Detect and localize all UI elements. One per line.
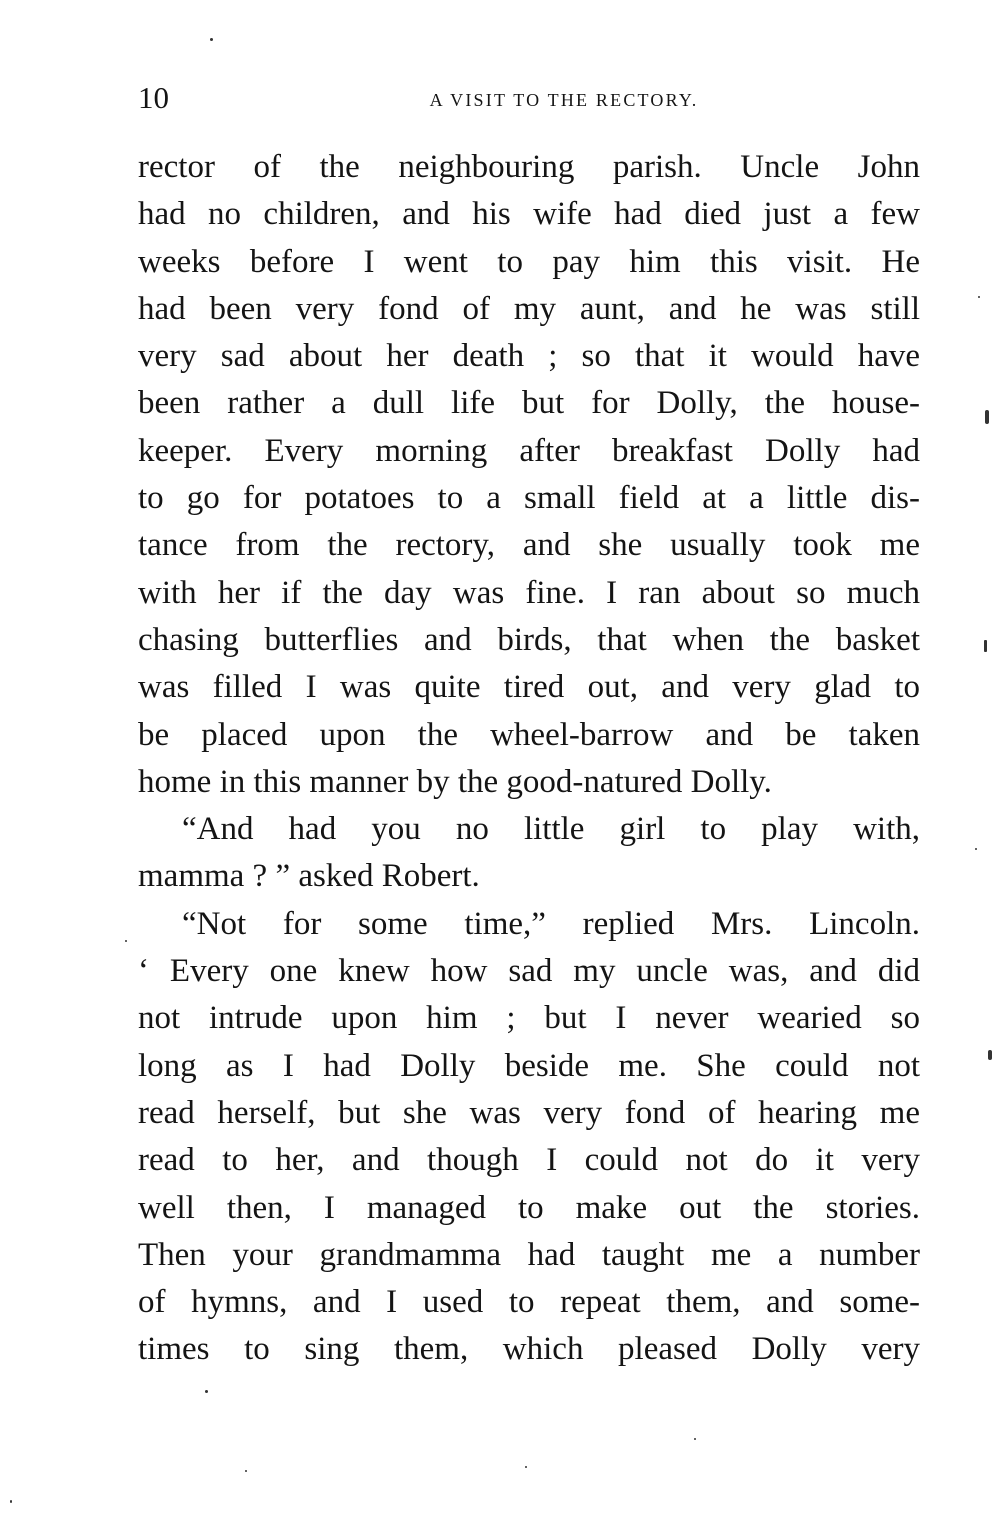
- scan-speck: [978, 296, 980, 298]
- text-line: chasing butterflies and birds, that when the basket: [138, 621, 920, 658]
- text-line: keeper. Every morning after breakfast Dolly had: [138, 432, 920, 469]
- scan-speck: [205, 1390, 208, 1393]
- text-line: “And had you no little girl to play with,: [182, 811, 920, 848]
- scan-speck: [10, 1500, 12, 1503]
- text-line: of hymns, and I used to repeat them, and some-: [138, 1284, 920, 1321]
- scan-speck: [984, 640, 987, 652]
- text-line: weeks before I went to pay him this visit. He: [138, 243, 920, 280]
- text-line: home in this manner by the good-natured Dolly.: [138, 763, 772, 800]
- scan-speck: [525, 1466, 527, 1468]
- running-title: A VISIT TO THE RECTORY.: [429, 90, 699, 110]
- scan-speck: [694, 1438, 696, 1440]
- scan-speck: [985, 410, 989, 424]
- page-number: 10: [138, 80, 169, 115]
- text-line: be placed upon the wheel-barrow and be taken: [138, 716, 920, 753]
- text-line: ‘ Every one knew how sad my uncle was, and did: [138, 953, 920, 990]
- text-line: rector of the neighbouring parish. Uncle John: [138, 149, 920, 185]
- text-line: not intrude upon him ; but I never wearied so: [138, 1000, 920, 1037]
- text-line: had no children, and his wife had died just a few: [138, 196, 920, 233]
- scan-speck: [975, 848, 977, 850]
- text-line: had been very fond of my aunt, and he was still: [138, 290, 920, 327]
- scan-speck: [245, 1470, 247, 1472]
- text-line: long as I had Dolly beside me. She could not: [138, 1047, 920, 1084]
- body-text: [138, 144, 920, 1374]
- scan-speck: [988, 1050, 992, 1060]
- text-line: very sad about her death ; so that it would have: [138, 338, 920, 375]
- text-line: read to her, and though I could not do it very: [138, 1142, 920, 1179]
- text-line: “Not for some time,” replied Mrs. Lincoln.: [182, 905, 920, 942]
- text-line: well then, I managed to make out the stories.: [138, 1189, 920, 1226]
- text-line: mamma ? ” asked Robert.: [138, 858, 480, 895]
- scan-speck: [210, 38, 213, 41]
- text-line: Then your grandmamma had taught me a number: [138, 1236, 920, 1273]
- text-line: was filled I was quite tired out, and very glad to: [138, 669, 920, 706]
- text-line: times to sing them, which pleased Dolly very: [138, 1331, 920, 1368]
- text-line: read herself, but she was very fond of hearing me: [138, 1094, 920, 1131]
- text-line: been rather a dull life but for Dolly, the house-: [138, 385, 920, 422]
- text-line: to go for potatoes to a small field at a little dis-: [138, 480, 920, 517]
- scan-speck: [125, 940, 127, 942]
- page-header: [138, 78, 920, 118]
- text-line: with her if the day was fine. I ran about so much: [138, 574, 920, 611]
- text-line: tance from the rectory, and she usually took me: [138, 527, 920, 564]
